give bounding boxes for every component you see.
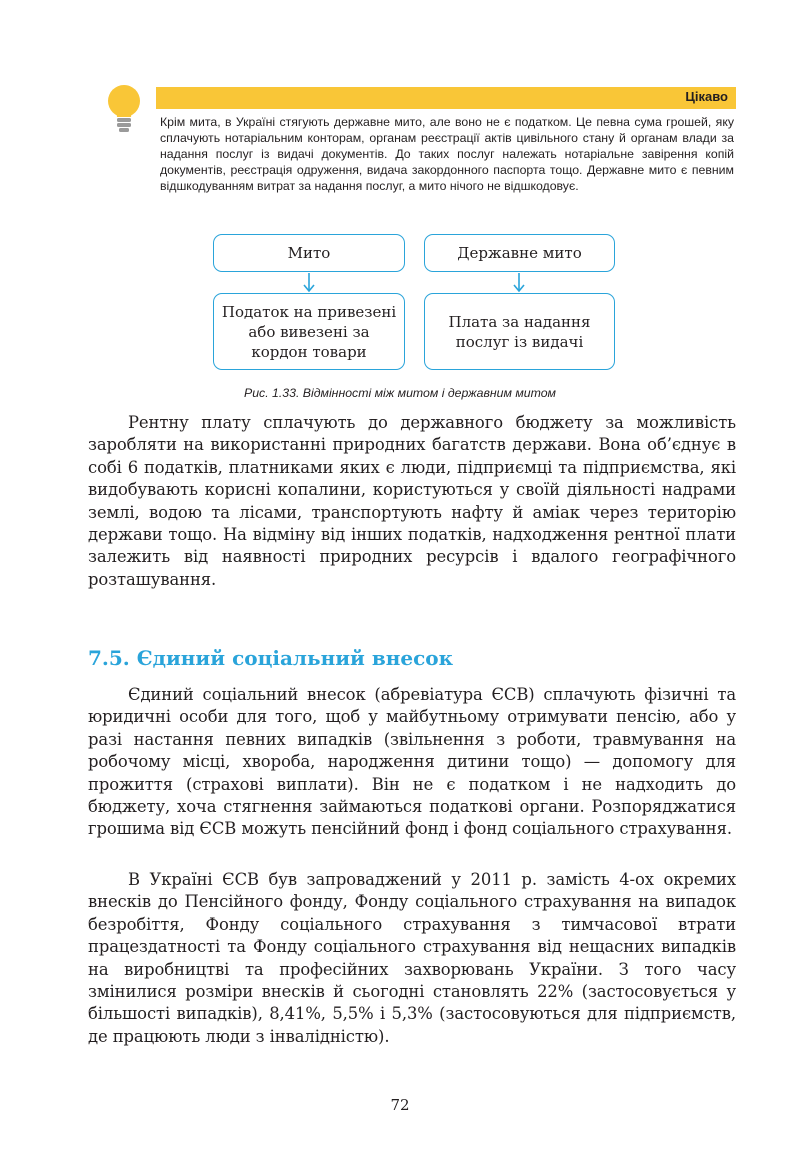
section-heading: 7.5. Єдиний соціальний внесок [88,646,454,670]
callout-text: Крім мита, в Україні стягують державне мито, але воно не є податком. Це певна сума грошей, яку сплачують нотаріальним конторам, органам реєстрації актів цивільного стану й органам влади за надання послуг із видачі документів. До таких послуг належать нотаріальне завірення копій документів, реєстрація одруження, видача закордонного паспорта тощо. Державне мито є певним відшкодуванням витрат за надання послуг, а мито нічого не відшкодовує. [160,115,734,193]
diagram-box-myto-description-text: Податок на привезені або вивезені за кордон товари [221,302,397,361]
callout-label: Цікаво [685,89,728,104]
callout-header-bar [156,87,736,109]
paragraph-rent: Рентну плату сплачують до державного бюджету за можливість заробляти на використанні природних багатств держави. Вона об’єднує в собі 6 податків, платниками яких є люди, підприємці та підприємства, які видобувають корисні копалини, користуються у своїй діяльності надрами землі, водою та лісами, транспортують нафту й аміак через територію держави тощо. На відміну від інших податків, надходження рентної плати залежить від наявності природних ресурсів і вдалого географічного розташування. [88,413,736,589]
arrow-down-icon [512,273,526,293]
figure-caption: Рис. 1.33. Відмінності між митом і державним митом [244,386,556,400]
diagram-box-derzhavne-myto-description [424,293,615,370]
arrow-down-icon [302,273,316,293]
diagram-box-myto [213,234,405,272]
lightbulb-icon [104,84,144,136]
diagram-box-derzhavne-myto [424,234,615,272]
paragraph-esv-history: В Україні ЄСВ був запроваджений у 2011 р. замість 4-ох окремих внесків до Пенсійного фонду, Фонду соціального страхування на випадок безробіття, Фонду соціального страхування з тимчасової втрати працездатності та Фонду соціального страхування від нещасних випадків на виробництві та професійних захворювань України. З того часу змінилися розміри внесків й сьогодні становлять 22% (застосовується у більшості випадків), 8,41%, 5,5% і 5,3% (застосовуються для підприємств, де працюють люди з інвалідністю). [88,870,736,1046]
diagram-box-derzhavne-myto-label: Державне мито [457,244,582,262]
diagram-box-derzhavne-myto-description-text: Плата за надання послуг із видачі [448,312,591,351]
paragraph-esv-intro: Єдиний соціальний внесок (абревіатура ЄСВ) сплачують фізичні та юридичні особи для того, щоб у майбутньому отримувати пенсію, або у разі настання певних випадків (звільнення з роботи, травмування на робочому місці, хвороба, народження дитини тощо) — допомогу для прожиття (страхові виплати). Він не є податком і не надходить до бюджету, хоча стягнення займаються податкові органи. Розпоряджатися грошима від ЄСВ можуть пенсійний фонд і фонд соціального страхування. [88,685,736,839]
page-number: 72 [390,1096,410,1114]
diagram-box-myto-label: Мито [287,244,331,262]
diagram-box-myto-description [213,293,405,370]
